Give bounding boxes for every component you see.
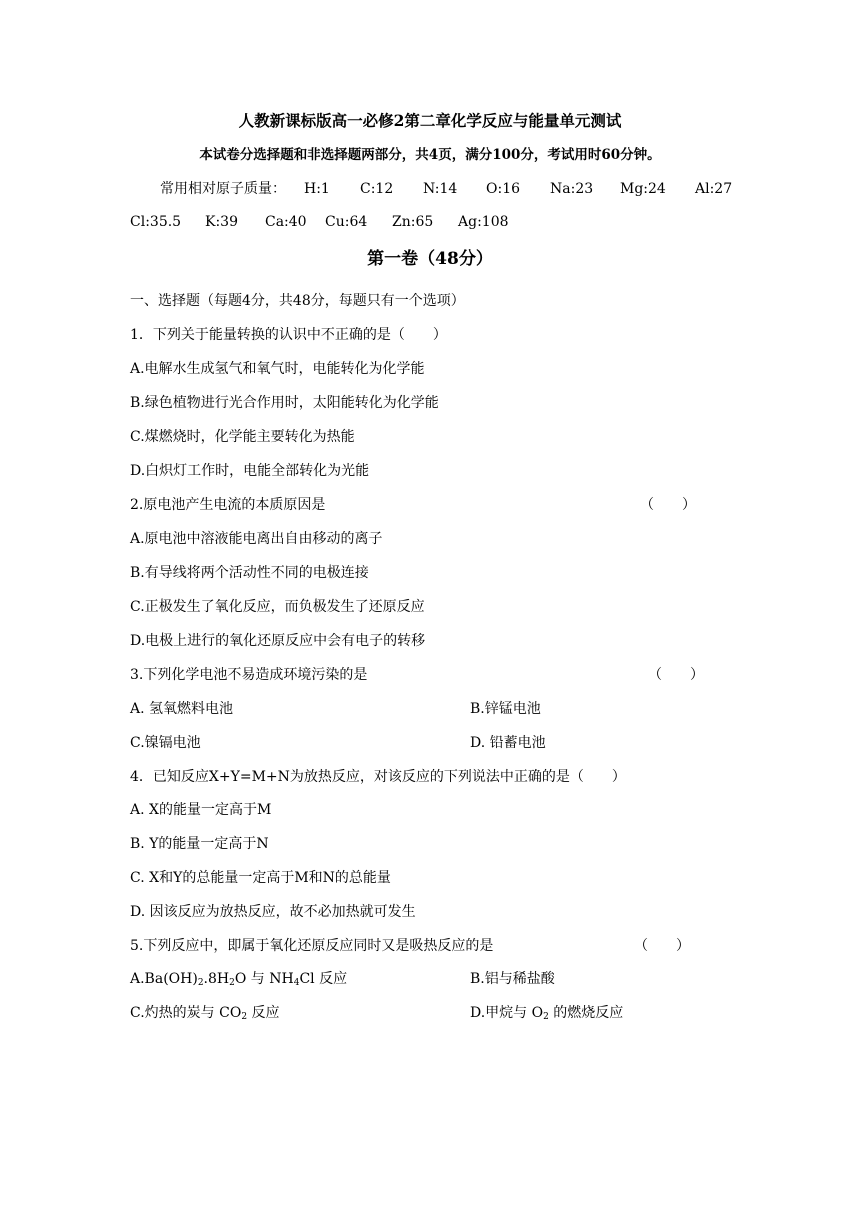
- option-c: C. X和Y的总能量一定高于M和N的总能量: [130, 870, 391, 886]
- mass-item: H:1: [304, 181, 330, 197]
- question-stem: 2.原电池产生电流的本质原因是: [130, 497, 326, 513]
- mass-item: N:14: [423, 181, 458, 197]
- option-c: C.正极发生了氧化反应，而负极发生了还原反应: [130, 599, 425, 615]
- mass-item: Ca:40: [265, 214, 307, 230]
- mass-item: Mg:24: [620, 181, 666, 197]
- option-a: A.电解水生成氢气和氧气时，电能转化为化学能: [130, 361, 425, 377]
- option-a: A. X的能量一定高于M: [130, 802, 272, 818]
- option-c: C.煤燃烧时，化学能主要转化为热能: [130, 429, 355, 445]
- mass-item: K:39: [205, 214, 238, 230]
- mass-item: Al:27: [695, 181, 733, 197]
- option-b: B.有导线将两个活动性不同的电极连接: [130, 565, 369, 581]
- answer-bracket: （ ）: [648, 667, 704, 683]
- answer-bracket: （ ）: [640, 497, 696, 513]
- option-a: A.原电池中溶液能电离出自由移动的离子: [130, 531, 383, 547]
- mass-item: Na:23: [550, 181, 594, 197]
- instructions: 一、选择题（每题4分，共48分，每题只有一个选项）: [130, 293, 465, 309]
- option-a: A. 氢氧燃料电池: [130, 701, 234, 717]
- option-b: B.铝与稀盐酸: [470, 971, 555, 987]
- mass-item: O:16: [486, 181, 521, 197]
- option-d: D. 铅蓄电池: [470, 735, 546, 751]
- question-stem: 3.下列化学电池不易造成环境污染的是: [130, 667, 368, 683]
- masses-label: 常用相对原子质量：: [160, 181, 286, 197]
- option-b: B. Y的能量一定高于N: [130, 836, 269, 852]
- option-d: D.甲烷与 $O_2$ 的燃烧反应: [470, 1005, 624, 1022]
- question-stem: 1．下列关于能量转换的认识中不正确的是（ ）: [130, 327, 447, 343]
- mass-item: Cl:35.5: [130, 214, 182, 230]
- page-title: 人教新课标版高一必修2第二章化学反应与能量单元测试: [238, 111, 622, 130]
- option-d: D.电极上进行的氧化还原反应中会有电子的转移: [130, 633, 426, 649]
- option-b: B.绿色植物进行光合作用时，太阳能转化为化学能: [130, 395, 439, 411]
- mass-item: Cu:64: [325, 214, 368, 230]
- mass-item: Zn:65: [392, 214, 434, 230]
- mass-item: C:12: [360, 181, 394, 197]
- page-subtitle: 本试卷分选择题和非选择题两部分，共4页，满分100分，考试用时60分钟。: [199, 147, 661, 163]
- option-b: B.锌锰电池: [470, 701, 541, 717]
- option-a: $A.Ba(OH)_2.8H_2O$ 与 $NH_4Cl$ 反应: [130, 971, 348, 988]
- option-c: C.镍镉电池: [130, 735, 201, 751]
- option-c: C.灼热的炭与 $CO_2$ 反应: [130, 1005, 280, 1022]
- answer-bracket: （ ）: [634, 938, 690, 954]
- question-stem: 4．已知反应X+Y=M+N为放热反应，对该反应的下列说法中正确的是（ ）: [130, 769, 626, 785]
- section-title: 第一卷（48分）: [367, 249, 493, 269]
- option-d: D.白炽灯工作时，电能全部转化为光能: [130, 463, 370, 479]
- mass-item: Ag:108: [458, 214, 509, 230]
- question-stem: 5.下列反应中，即属于氧化还原反应同时又是吸热反应的是: [130, 938, 494, 954]
- option-d: D. 因该反应为放热反应，故不必加热就可发生: [130, 904, 416, 920]
